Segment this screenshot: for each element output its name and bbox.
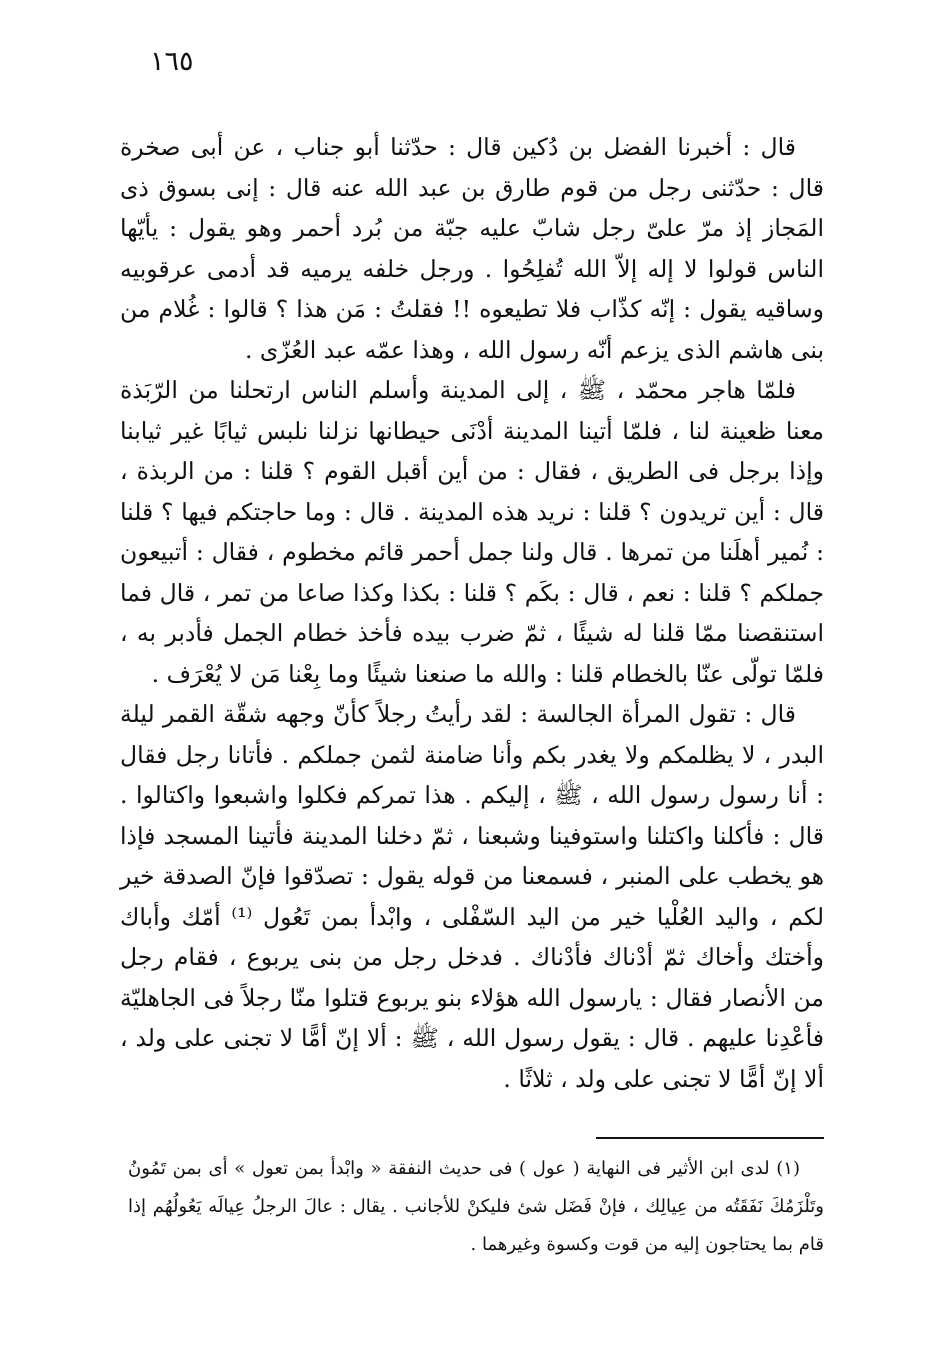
paragraph-1: قال : أخبرنا الفضل بن دُكين قال : حدّثنا أبو جناب ، عن أبى صخرة قال : حدّثنى رجل من قوم طارق بن عبد الله عنه قال : إنى بسوق ذى المَجاز إذ مرّ علىّ رجل شابّ عليه جبّة من بُرد أحمر وهو يقول : يأيّها الناس قولوا لا إله إلاّ الله تُفلِحُوا . ورجل خلفه يرميه قد أدمى عرقوبيه وساقيه يقول : إنّه كذّاب فلا تطيعوه !! فقلتُ : مَن هذا ؟ قالوا : غُلام من بنى هاشم الذى يزعم أنّه رسول الله ، وهذا عمّه عبد العُزّى . — [120, 133, 824, 364]
footnote-1: (١) لدى ابن الأثير فى النهاية ( عول ) فى حديث النفقة « وابْدأ بمن تعول » أى بمن تَمُونُ وتَلْزَمُكَ نَفَقَتُه من عِيالِك ، فإنْ فَضَل شئ فليكنْ للأجانب . يقال : عالَ الرجلُ عِيالَه يَعُولُهُم إذا قام بما يحتاجون إليه من قوت وكسوة وغيرهما . — [128, 1158, 824, 1255]
paragraph-3: قال : تقول المرأة الجالسة : لقد رأيتُ رجلاً كأنّ وجهه شقّة القمر ليلة البدر ، لا يظلمكم ولا يغدر بكم وأنا ضامنة لثمن جملكم . فأتانا رجل فقال : أنا رسول رسول الله ، ﷺ ، إليكم . هذا تمركم فكلوا واشبعوا واكتالوا . قال : فأكلنا واكتلنا واستوفينا وشبعنا ، ثمّ دخلنا المدينة فأتينا المسجد فإذا هو يخطب على المنبر ، فسمعنا من قوله يقول : تصدّقوا فإنّ الصدقة خير لكم ، واليد العُلْيا خير من اليد السّفْلى ، وابْدأ بمن تَعُول ⁽¹⁾ أمّك وأباك وأختك وأخاك ثمّ أدْناك فأدْناك . فدخل رجل من بنى يربوع ، فقام رجل من الأنصار فقال : يارسول الله هؤلاء بنو يربوع قتلوا منّا رجلاً فى الجاهليّة فأعْدِنا عليهم . قال : يقول رسول الله ، ﷺ : ألا إنّ أمًّا لا تجنى على ولد ، ألا إنّ أمًّا لا تجنى على ولد ، ثلاثًا . — [120, 700, 824, 1093]
footnote-divider — [596, 1137, 824, 1139]
paragraph-2: فلمّا هاجر محمّد ، ﷺ ، إلى المدينة وأسلم الناس ارتحلنا من الرّبَذة معنا ظعينة لنا ، فلمّا أتينا المدينة أدْنَى حيطانها نزلنا نلبس ثيابًا غير ثيابنا وإذا برجل فى الطريق ، فقال : من أين أقبل القوم ؟ قلنا : من الربذة ، قال : أين تريدون ؟ قلنا : نريد هذه المدينة . قال : وما حاجتكم فيها ؟ قلنا : نُمير أهلَنا من تمرها . قال ولنا جمل أحمر قائم مخطوم ، فقال : أتبيعون جملكم ؟ قلنا : نعم ، قال : بكَم ؟ قلنا : بكذا وكذا صاعا من تمر ، قال فما استنقصنا ممّا قلنا له شيئًا ، ثمّ ضرب بيده فأخذ خطام الجمل فأدبر به ، فلمّا تولّى عنّا بالخطام قلنا : والله ما صنعنا شيئًا وما بِعْنا مَن لا يُعْرَف . — [120, 376, 824, 688]
main-text — [120, 127, 824, 1099]
footnotes — [128, 1150, 824, 1264]
page-number: ١٦٥ — [150, 46, 194, 77]
